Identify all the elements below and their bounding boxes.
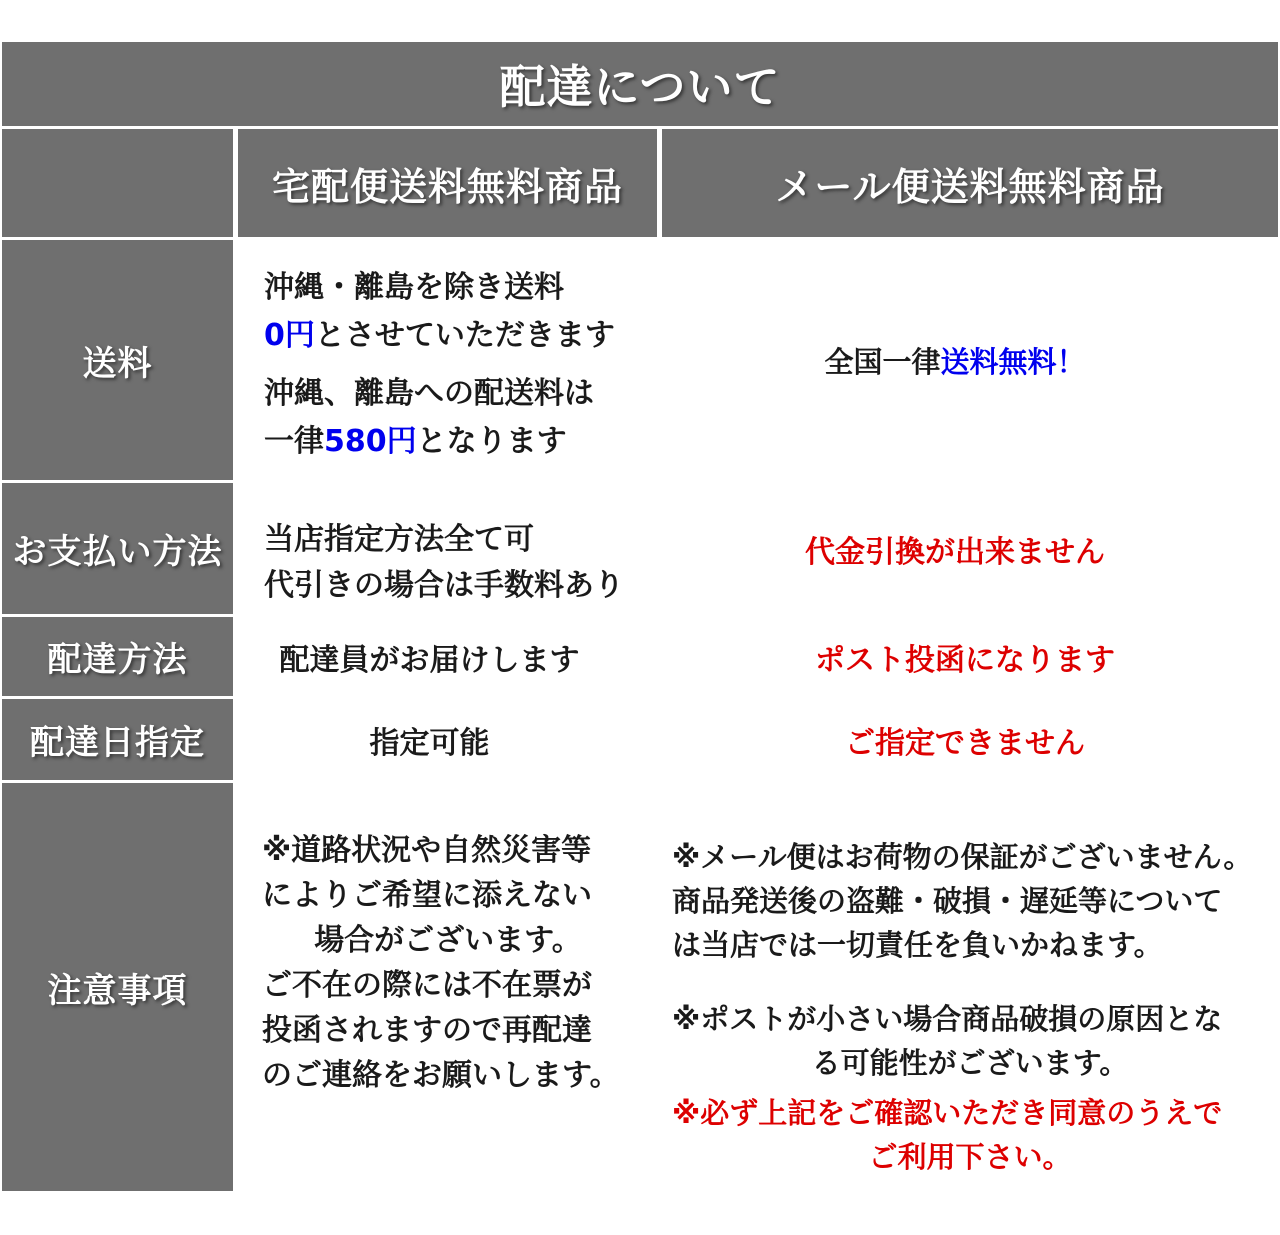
notes-takuhai-cell <box>238 783 657 1191</box>
notes-mail-line: は当店では一切責任を負いかねます。 <box>672 928 1163 962</box>
delivery-table <box>2 42 1278 1191</box>
method-takuhai-cell <box>238 617 657 696</box>
notes-mail-line: 商品発送後の盗難・破損・遅延等について <box>672 884 1223 918</box>
notes-mail-consent-line: ※必ず上記をご確認いただき同意のうえで <box>672 1096 1223 1130</box>
shipping-mail-pre: 全国一律 <box>824 344 941 379</box>
column-header-takuhai <box>238 129 657 237</box>
page-title: 配達について <box>499 60 781 114</box>
payment-mail-warning: 代金引換が出来ません <box>805 534 1105 570</box>
payment-takuhai-cell <box>238 483 657 614</box>
row-label-method <box>2 617 233 696</box>
corner-cell <box>2 129 233 237</box>
row-label-payment-text: お支払い方法 <box>12 532 223 572</box>
table-title-bar <box>2 42 1278 126</box>
method-takuhai-text: 配達員がお届けします <box>279 642 580 678</box>
notes-takuhai-line: ※道路状況や自然災害等 <box>262 833 592 868</box>
row-label-method-text: 配達方法 <box>47 640 188 680</box>
shipping-takuhai-p1-price: 0円 <box>264 318 315 353</box>
shipping-takuhai-p1-rest: とさせていただきます <box>314 318 615 353</box>
notes-mail-paragraph-2 <box>672 997 1268 1085</box>
shipping-takuhai-paragraph-1 <box>264 264 657 360</box>
row-label-shipping-text: 送料 <box>82 343 153 384</box>
column-header-mail-label: メール便送料無料商品 <box>775 164 1165 209</box>
row-label-date <box>2 699 233 780</box>
shipping-mail-free: 送料無料！ <box>940 344 1086 379</box>
shipping-mail-cell <box>662 240 1278 480</box>
date-mail-cell <box>662 699 1278 780</box>
notes-mail-consent-line: ご利用下さい。 <box>868 1140 1072 1174</box>
row-label-date-text: 配達日指定 <box>30 723 205 763</box>
column-header-mail <box>662 129 1278 237</box>
shipping-takuhai-p2-rest: となります <box>416 424 567 459</box>
notes-takuhai-line: によりご希望に添えない <box>262 878 592 913</box>
notes-mail-line: ※メール便はお荷物の保証がございません。 <box>672 840 1253 874</box>
notes-mail-line: ※ポストが小さい場合商品破損の原因とな <box>672 1002 1223 1036</box>
shipping-takuhai-p2-line1: 沖縄、離島への配送料は <box>264 376 594 411</box>
notes-mail-line: る可能性がございます。 <box>811 1046 1129 1080</box>
notes-mail-cell <box>662 783 1278 1191</box>
column-header-takuhai-label: 宅配便送料無料商品 <box>271 164 623 209</box>
notes-mail-paragraph-1 <box>672 835 1268 967</box>
date-takuhai-cell <box>238 699 657 780</box>
date-mail-warning: ご指定できません <box>845 725 1085 761</box>
row-label-notes-text: 注意事項 <box>47 970 188 1011</box>
notes-takuhai-line: 投函されますので再配達 <box>262 1013 592 1048</box>
date-takuhai-text: 指定可能 <box>369 725 490 761</box>
row-label-shipping <box>2 240 233 480</box>
method-mail-warning: ポスト投函になります <box>815 642 1115 678</box>
shipping-takuhai-p1-line1: 沖縄・離島を除き送料 <box>264 270 564 305</box>
shipping-takuhai-cell <box>238 240 657 480</box>
notes-takuhai-line: のご連絡をお願いします。 <box>262 1058 620 1093</box>
shipping-takuhai-p2-pre: 一律 <box>264 424 324 459</box>
method-mail-cell <box>662 617 1278 696</box>
payment-takuhai-line2: 代引きの場合は手数料あり <box>264 568 624 603</box>
notes-takuhai-line: 場合がございます。 <box>314 923 582 958</box>
row-label-notes <box>2 783 233 1191</box>
shipping-takuhai-p2-price: 580円 <box>324 424 417 459</box>
notes-takuhai-line: ご不在の際には不在票が <box>262 968 592 1003</box>
shipping-takuhai-paragraph-2 <box>264 370 657 466</box>
row-label-payment <box>2 483 233 614</box>
payment-takuhai-line1: 当店指定方法全て可 <box>264 522 534 557</box>
notes-mail-paragraph-3 <box>672 1091 1268 1179</box>
payment-mail-cell <box>662 483 1278 614</box>
